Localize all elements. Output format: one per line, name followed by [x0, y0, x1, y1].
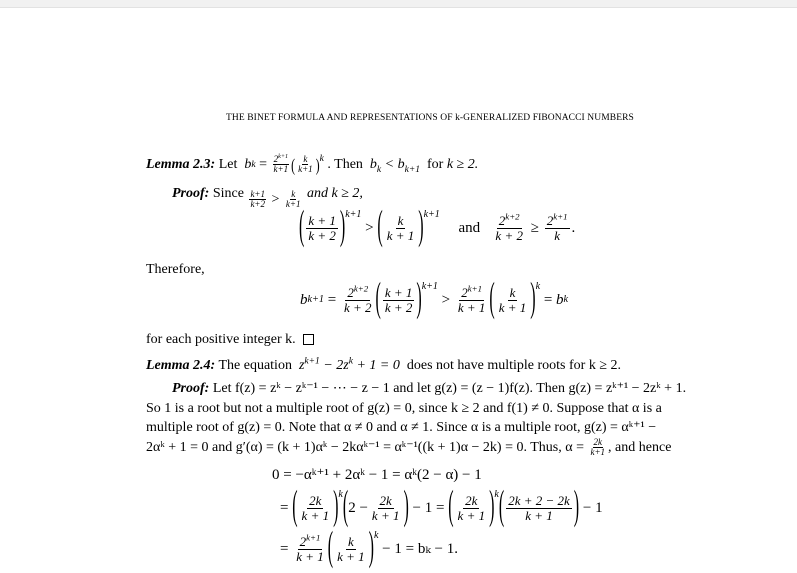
lemma-2-3-definition: b k = $\frac{2^{k+1}}{k+1}$ ( $\frac{k}{k+1}$ ) k: [240, 153, 324, 176]
display-equation-2: b k+1 = $\frac{2^{k+2}}{k + 2}$ ( $\frac{k + 1}{k + 2}$ ) k+1 > $\frac{2^{k+1}}{k + 1}$ ( $\frac{k}{k + 1}$ ) k = b k: [300, 276, 569, 321]
lemma-2-4: [146, 357, 621, 375]
proof-2-3-and-k: and k ≥ 2,: [307, 186, 363, 201]
display-equation-1-and: and: [458, 220, 481, 237]
lemma-2-3-inequality: $b_k < b_{k+1}$: [366, 156, 421, 175]
proof-2-3-since: Since: [212, 186, 244, 201]
viewer-top-edge: [0, 0, 797, 8]
display-equation-1: ( $\frac{k + 1}{k + 2}$ ) k+1 > ( $\frac{k}{k + 1}$ ) k+1 and $\frac{2^{k+2}}{k + 2}$ ≥ $\frac{2^{k+1}}{k}$ .: [299, 204, 576, 249]
proof-2-4-line-1: [172, 380, 686, 398]
lemma-2-4-equation: $z^{k+1} - 2z^k + 1 = 0$: [295, 356, 404, 373]
alpha-value-fraction: $\frac{2k}{k+1}$: [590, 437, 606, 458]
proof-2-4-line-3: multiple root of g(z) = 0. Note that α ≠ 0 and α ≠ 1. Since α is a multiple root, g(z) = αᵏ⁺¹ −: [146, 420, 657, 435]
lemma-2-3-then: . Then: [327, 156, 363, 172]
proof-2-4-label: Proof:: [172, 381, 210, 396]
lemma-2-3-lead: Let: [218, 156, 238, 172]
proof-2-4-line-4-tail: , and hence: [608, 440, 672, 456]
running-head: THE BINET FORMULA AND REPRESENTATIONS OF k-GENERALIZED FIBONACCI NUMBERS: [226, 113, 634, 123]
proof-2-4-line-2: So 1 is a root but not a multiple root of g(z) = 0, since k ≥ 2 and f(1) ≠ 0. Suppose that α is a: [146, 401, 662, 416]
proof-2-3-label: Proof:: [172, 186, 210, 201]
display-equation-5-tail: − 1 = bₖ − 1.: [382, 541, 459, 558]
proof-2-4-line-1-text: Let f(z) = zᵏ − zᵏ⁻¹ − ⋯ − z − 1 and let g(z) = (z − 1)f(z). Then g(z) = zᵏ⁺¹ − 2zᵏ + 1.: [212, 381, 687, 396]
proof-2-4-line-4-text: 2αᵏ + 1 = 0 and g′(α) = (k + 1)αᵏ − 2kαᵏ⁻¹ = αᵏ⁻¹((k + 1)α − 2k) = 0. Thus, α =: [146, 440, 584, 456]
display-equation-4: = ( $\frac{2k}{k + 1}$ ) k ( 2 − $\frac{2k}{k + 1}$ ) − 1 = ( $\frac{2k}{k + 1}$ ) k ( $\frac{2k + 2 - 2k}{k + 1}$ ) − 1: [280, 484, 603, 529]
therefore-text: Therefore,: [146, 262, 205, 277]
lemma-2-3-label: Lemma 2.3:: [146, 156, 216, 172]
lemma-2-3-condition: k ≥ 2.: [446, 156, 479, 172]
lemma-2-4-statement-a: The equation: [218, 358, 292, 373]
qed-box-icon: [303, 334, 314, 345]
lemma-2-4-statement-b: does not have multiple roots for k ≥ 2.: [406, 358, 622, 373]
lemma-2-4-label: Lemma 2.4:: [146, 358, 216, 373]
proof-2-3-fraction-inequality: $\frac{k+1}{k+2}$ > $\frac{k}{k+1}$: [250, 189, 301, 210]
proof-2-3-intro: [172, 185, 363, 210]
lemma-2-3: [146, 155, 478, 175]
proof-2-4-line-4: [146, 438, 671, 458]
display-equation-3: 0 = −αᵏ⁺¹ + 2αᵏ − 1 = αᵏ(2 − α) − 1: [272, 467, 482, 483]
proof-2-3-conclusion: [146, 331, 314, 349]
lemma-2-3-for: for: [427, 156, 444, 172]
proof-2-3-conclusion-text: for each positive integer k.: [146, 332, 296, 347]
display-equation-5: = $\frac{2^{k+1}}{k + 1}$ ( $\frac{k}{k + 1}$ ) k − 1 = bₖ − 1.: [280, 525, 459, 570]
